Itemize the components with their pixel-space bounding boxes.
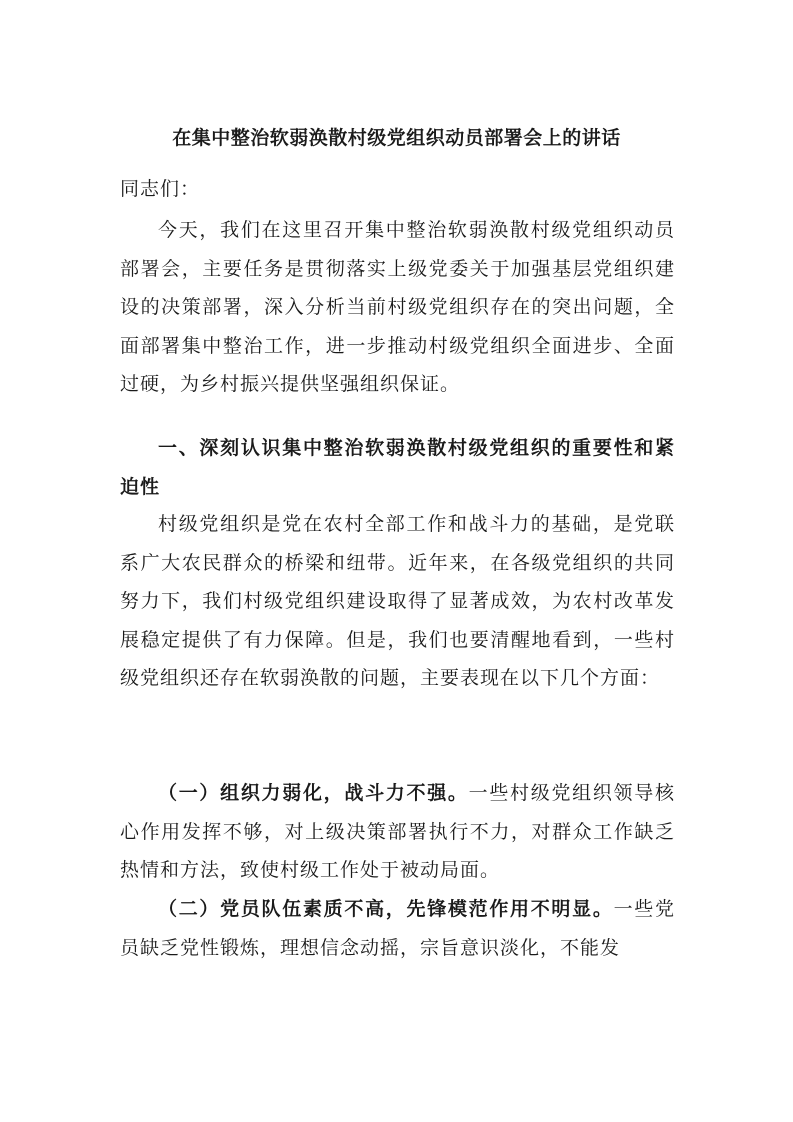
point-1-lead: （一）组织力弱化，战斗力不强。 <box>158 782 469 804</box>
point-2-paragraph <box>120 890 675 967</box>
section-1-text: 村级党组织是党在农村全部工作和战斗力的基础，是党联系广大农民群众的桥梁和纽带。近年来，在各级党组织的共同努力下，我们村级党组织建设取得了显著成效，为农村改革发展稳定提供了有力保障。但是，我们也要清醒地看到，一些村级党组织还存在软弱涣散的问题，主要表现在以下几个方面： <box>120 513 675 689</box>
section-1-paragraph <box>120 505 675 698</box>
page-title: 在集中整治软弱涣散村级党组织动员部署会上的讲话 <box>172 127 621 149</box>
section-1-heading-block <box>120 429 675 506</box>
intro-paragraph <box>120 211 675 404</box>
greeting: 同志们： <box>120 178 201 200</box>
point-1-paragraph <box>120 774 675 890</box>
point-1-text: 一些村级党组织领导核心作用发挥不够，对上级决策部署执行不力，对群众工作缺乏热情和方法，致使村级工作处于被动局面。 <box>120 782 675 881</box>
intro-text: 今天，我们在这里召开集中整治软弱涣散村级党组织动员部署会，主要任务是贯彻落实上级党委关于加强基层党组织建设的决策部署，深入分析当前村级党组织存在的突出问题，全面部署集中整治工作，进一步推动村级党组织全面进步、全面过硬，为乡村振兴提供坚强组织保证。 <box>120 219 675 395</box>
point-2-lead: （二）党员队伍素质不高，先锋模范作用不明显。 <box>158 898 614 920</box>
point-2-text: 一些党员缺乏党性锻炼，理想信念动摇，宗旨意识淡化，不能发 <box>120 898 675 959</box>
section-1-heading: 一、深刻认识集中整治软弱涣散村级党组织的重要性和紧迫性 <box>120 437 675 498</box>
point-2 <box>120 890 675 967</box>
point-1 <box>120 774 675 890</box>
